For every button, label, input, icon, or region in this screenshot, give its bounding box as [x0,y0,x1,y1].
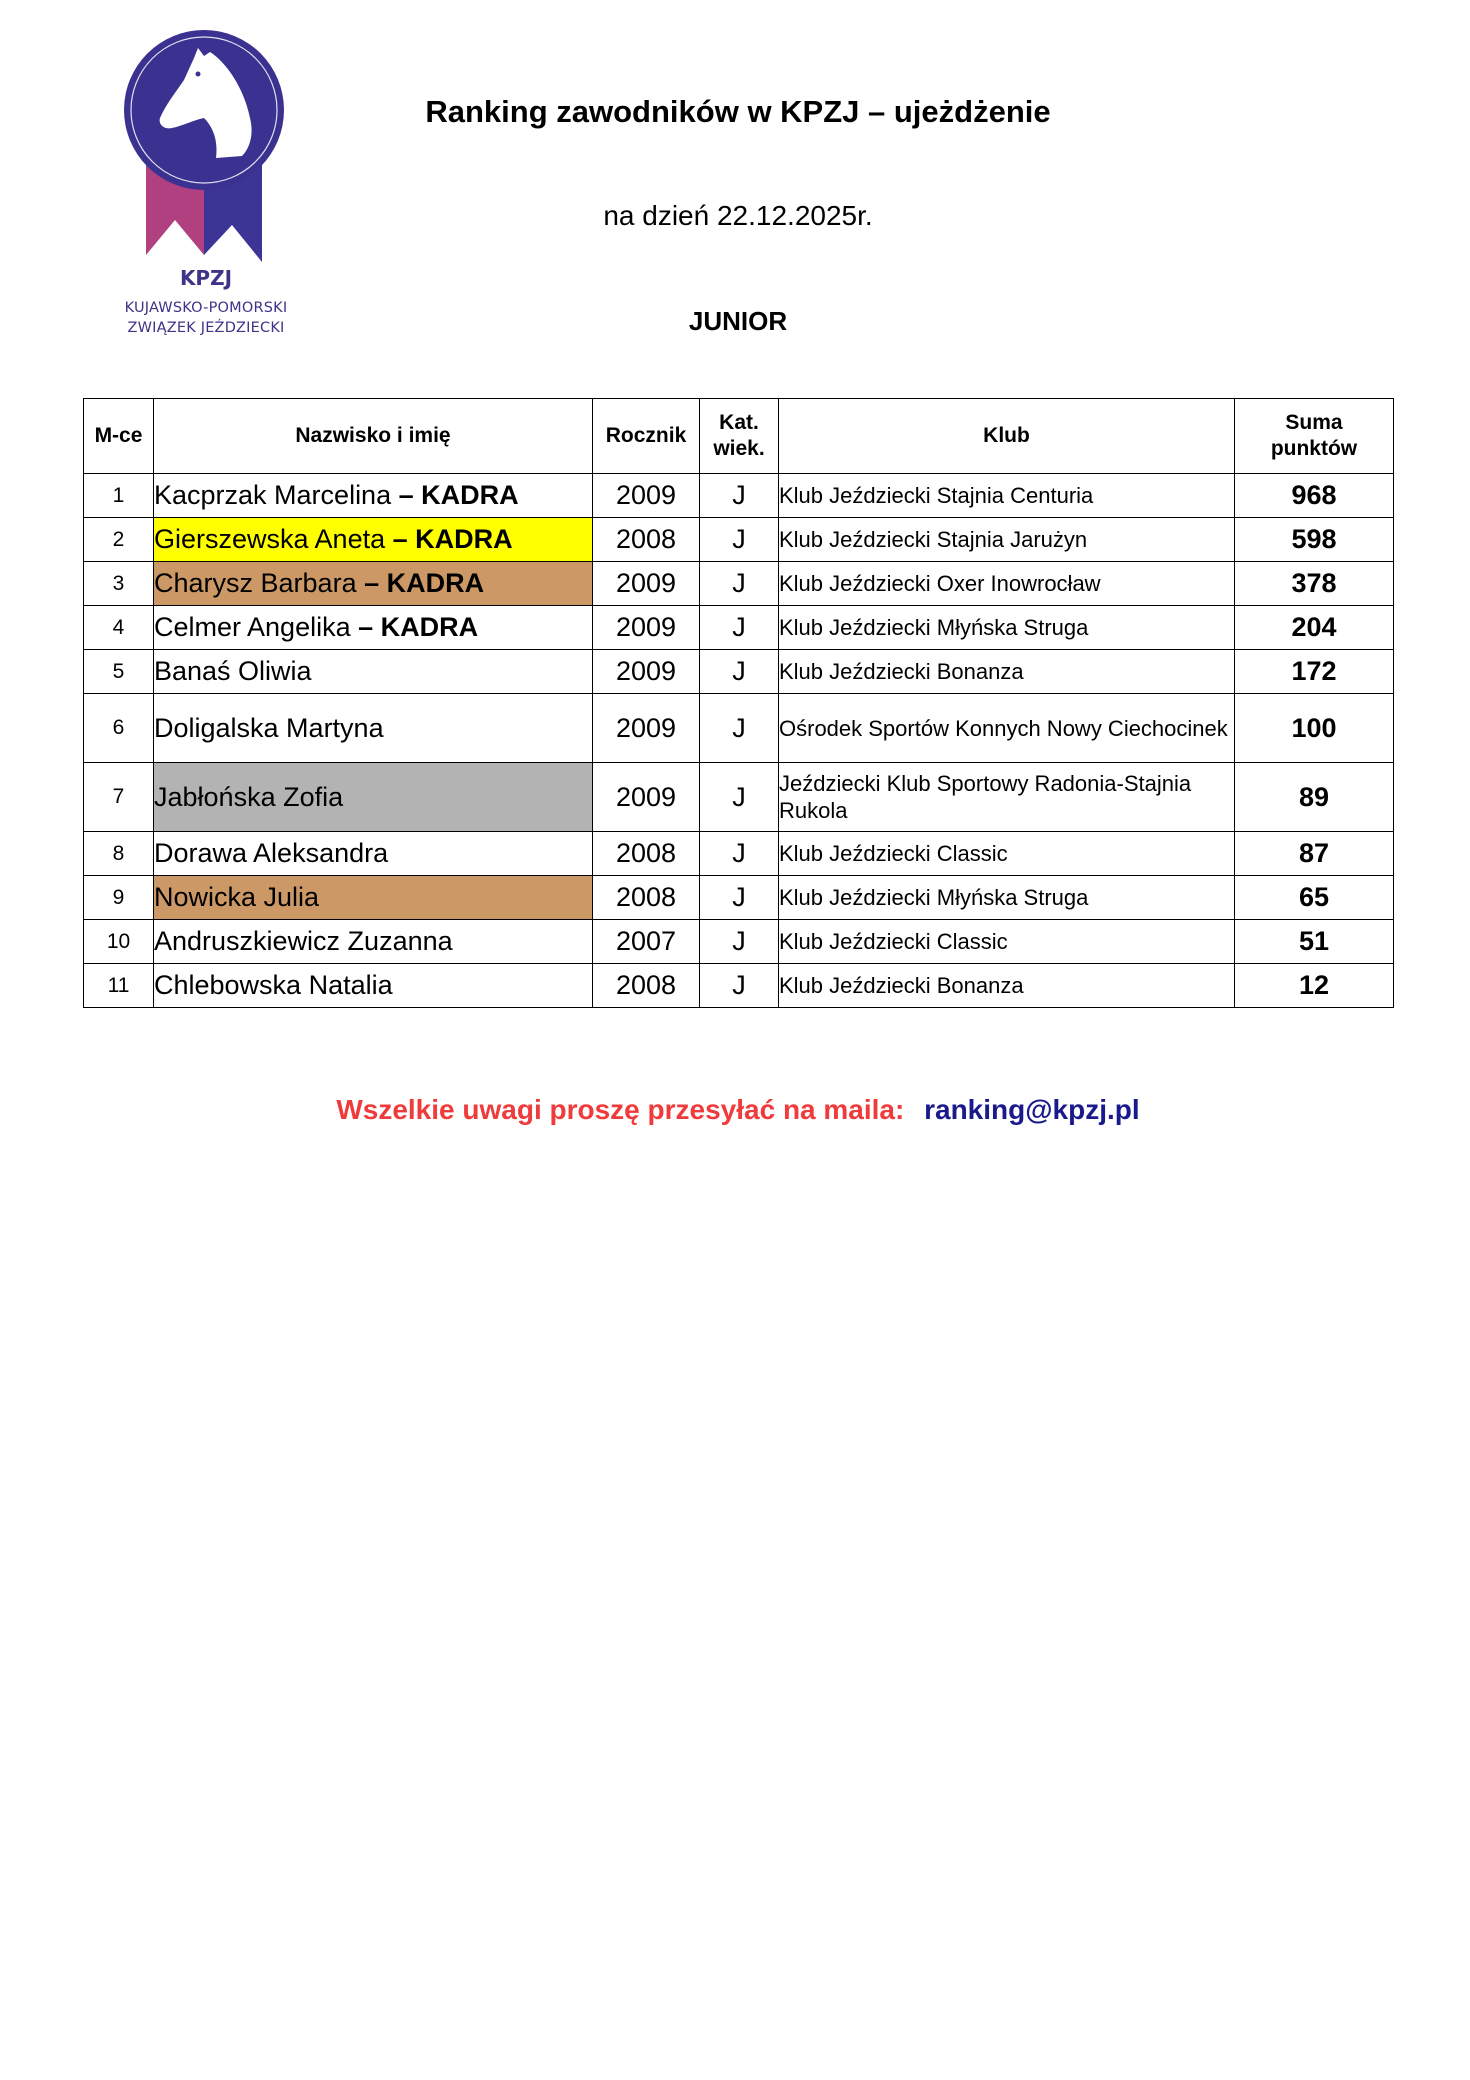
table-header-row [84,399,1394,474]
points-total: 65 [1235,876,1394,920]
rank-position: 8 [84,832,154,876]
birth-year: 2009 [593,474,700,518]
birth-year: 2008 [593,964,700,1008]
club-name: Klub Jeździecki Classic [779,920,1235,964]
contact-email-link[interactable]: ranking@kpzj.pl [924,1094,1140,1125]
rank-position: 1 [84,474,154,518]
age-category: J [700,763,779,832]
column-header-club: Klub [779,399,1235,474]
points-total: 89 [1235,763,1394,832]
club-name: Klub Jeździecki Classic [779,832,1235,876]
table-row [84,964,1394,1008]
age-category: J [700,650,779,694]
points-total: 378 [1235,562,1394,606]
kadra-badge: – KADRA [350,612,479,642]
rider-name-cell [154,920,593,964]
contact-note [0,1094,1470,1126]
age-category: J [700,606,779,650]
rank-position: 10 [84,920,154,964]
age-category: J [700,876,779,920]
points-total: 968 [1235,474,1394,518]
rider-name: Dorawa Aleksandra [154,838,389,868]
points-total: 51 [1235,920,1394,964]
age-category: J [700,474,779,518]
birth-year: 2009 [593,606,700,650]
column-header-position: M-ce [84,399,154,474]
points-total: 598 [1235,518,1394,562]
table-row [84,694,1394,763]
ranking-date: na dzień 22.12.2025r. [603,200,873,231]
rider-name-cell [154,763,593,832]
rider-name-cell [154,876,593,920]
age-category: J [700,518,779,562]
club-name: Ośrodek Sportów Konnych Nowy Ciechocinek [779,694,1235,763]
rank-position: 3 [84,562,154,606]
birth-year: 2009 [593,562,700,606]
birth-year: 2009 [593,650,700,694]
points-total: 12 [1235,964,1394,1008]
rider-name: Nowicka Julia [154,882,320,912]
rank-position: 6 [84,694,154,763]
rider-name-cell [154,518,593,562]
age-category: J [700,964,779,1008]
horse-eye [196,72,201,77]
column-header-year: Rocznik [593,399,700,474]
table-row [84,763,1394,832]
rank-position: 7 [84,763,154,832]
rider-name-cell [154,694,593,763]
age-category: J [700,562,779,606]
rank-position: 5 [84,650,154,694]
category-heading: JUNIOR [688,306,788,336]
club-name: Klub Jeździecki Młyńska Struga [779,606,1235,650]
club-name: Jeździecki Klub Sportowy Radonia-Stajnia Rukola [779,763,1235,832]
ranking-table [83,398,1394,1008]
horse-head-rosette-icon [86,30,326,280]
page-title: Ranking zawodników w KPZJ – ujeżdżenie [425,94,1051,129]
age-category-line1: Kat. [719,411,759,434]
birth-year: 2008 [593,832,700,876]
column-header-points [1235,399,1394,474]
birth-year: 2008 [593,876,700,920]
table-body [84,474,1394,1008]
rider-name-cell [154,474,593,518]
age-category: J [700,694,779,763]
logo-subtitle-line2: ZWIĄZEK JEŹDZIECKI [127,320,285,336]
points-total: 204 [1235,606,1394,650]
logo-subtitle-line1: KUJAWSKO-POMORSKI [124,300,288,316]
table-row [84,474,1394,518]
rank-position: 4 [84,606,154,650]
rider-name: Doligalska Martyna [154,712,384,743]
points-total: 100 [1235,694,1394,763]
kadra-badge: – KADRA [391,480,519,510]
points-header-line2: punktów [1270,437,1358,460]
birth-year: 2007 [593,920,700,964]
column-header-name: Nazwisko i imię [154,399,593,474]
rank-position: 9 [84,876,154,920]
table-row [84,876,1394,920]
rider-name: Chlebowska Natalia [154,970,393,1000]
points-total: 87 [1235,832,1394,876]
age-category: J [700,832,779,876]
rider-name-cell [154,832,593,876]
rider-name: Andruszkiewicz Zuzanna [154,926,453,956]
rider-name: Charysz Barbara [154,568,357,598]
table-row [84,606,1394,650]
rider-name: Gierszewska Aneta [154,524,386,554]
rider-name: Jabłońska Zofia [154,781,344,812]
rider-name: Celmer Angelika [154,612,351,642]
rank-position: 11 [84,964,154,1008]
club-name: Klub Jeździecki Oxer Inowrocław [779,562,1235,606]
club-name: Klub Jeździecki Bonanza [779,650,1235,694]
rider-name-cell [154,964,593,1008]
birth-year: 2009 [593,763,700,832]
table-row [84,650,1394,694]
logo-abbreviation: KPZJ [179,266,233,290]
points-total: 172 [1235,650,1394,694]
rider-name-cell [154,606,593,650]
age-category-line2: wiek. [713,437,765,460]
column-header-age-category [700,399,779,474]
rider-name-cell [154,650,593,694]
table-row [84,518,1394,562]
table-row [84,832,1394,876]
club-name: Klub Jeździecki Młyńska Struga [779,876,1235,920]
club-name: Klub Jeździecki Stajnia Jarużyn [779,518,1235,562]
birth-year: 2009 [593,694,700,763]
rider-name: Banaś Oliwia [154,656,312,686]
age-category: J [700,920,779,964]
kadra-badge: – KADRA [356,568,485,598]
rider-name-cell [154,562,593,606]
club-name: Klub Jeździecki Bonanza [779,964,1235,1008]
table-row [84,562,1394,606]
rank-position: 2 [84,518,154,562]
kadra-badge: – KADRA [385,524,513,554]
club-name: Klub Jeździecki Stajnia Centuria [779,474,1235,518]
points-header-line1: Suma [1285,411,1343,434]
rider-name: Kacprzak Marcelina [154,480,392,510]
contact-note-text: Wszelkie uwagi proszę przesyłać na maila: [336,1094,905,1125]
birth-year: 2008 [593,518,700,562]
table-row [84,920,1394,964]
